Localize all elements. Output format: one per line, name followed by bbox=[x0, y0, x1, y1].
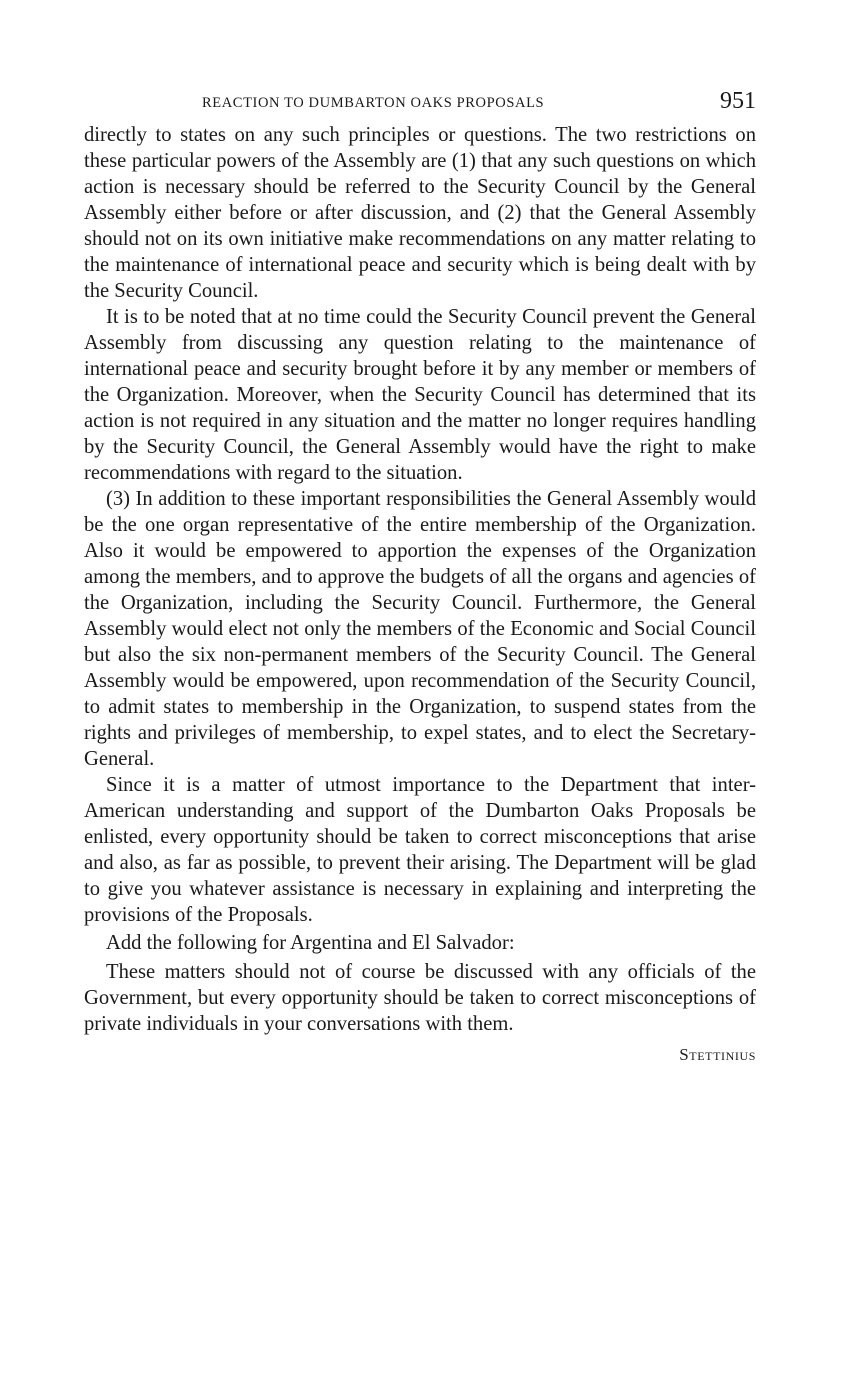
addendum-paragraph: These matters should not of course be discussed with any officials of the Government, but every opportunity should be taken to correct misconceptions of private individuals in your conversations with them. bbox=[84, 961, 756, 1035]
running-title: REACTION TO DUMBARTON OAKS PROPOSALS bbox=[202, 95, 545, 111]
paragraph-security-council: It is to be noted that at no time could the Security Council prevent the General Assembly from discussing any question relating to the maintenance of international peace and security brought before it by any member or members of the Organization. Moreover, when the Security Council has determined that its action is not required in any situation and the matter no longer requires handling by the Security Council, the General Assembly would have the right to make recommendations with regard to the situation. bbox=[84, 306, 756, 484]
paragraph-continued: directly to states on any such principles or questions. The two restrictions on these particular powers of the Assembly are (1) that any such questions on which action is necessary should be referred to the Security Council by the General Assembly either before or after discussion, and (2) that the General Assembly should not on its own initiative make recommendations on any matter relating to the maintenance of international peace and security which is being dealt with by the Security Council. bbox=[84, 124, 756, 302]
page-number: 951 bbox=[720, 88, 756, 114]
signature: Stettinius bbox=[679, 1045, 756, 1064]
document-page bbox=[84, 88, 756, 1065]
paragraph-department-assistance: Since it is a matter of utmost importance to the Department that inter-American understanding and support of the Dumbarton Oaks Proposals be enlisted, every opportunity should be taken to correct misconceptions that arise and also, as far as possible, to prevent their arising. The Department will be glad to give you whatever assistance is necessary in explaining and interpreting the provisions of the Proposals. bbox=[84, 774, 756, 926]
running-header bbox=[84, 88, 756, 122]
paragraph-general-assembly-responsibilities: (3) In addition to these important responsibilities the General Assembly would be the one organ representative of the entire membership of the Organization. Also it would be empowered to apportion the expenses of the Organization among the members, and to approve the budgets of all the organs and agencies of the Organization, including the Security Council. Furthermore, the General Assembly would elect not only the members of the Economic and Social Council but also the six non-permanent members of the Security Council. The General Assembly would be empowered, upon recommendation of the Security Council, to admit states to membership in the Organization, to suspend states from the rights and privileges of membership, to expel states, and to elect the Secretary-General. bbox=[84, 488, 756, 770]
addendum-instruction: Add the following for Argentina and El Salvador: bbox=[106, 932, 515, 954]
